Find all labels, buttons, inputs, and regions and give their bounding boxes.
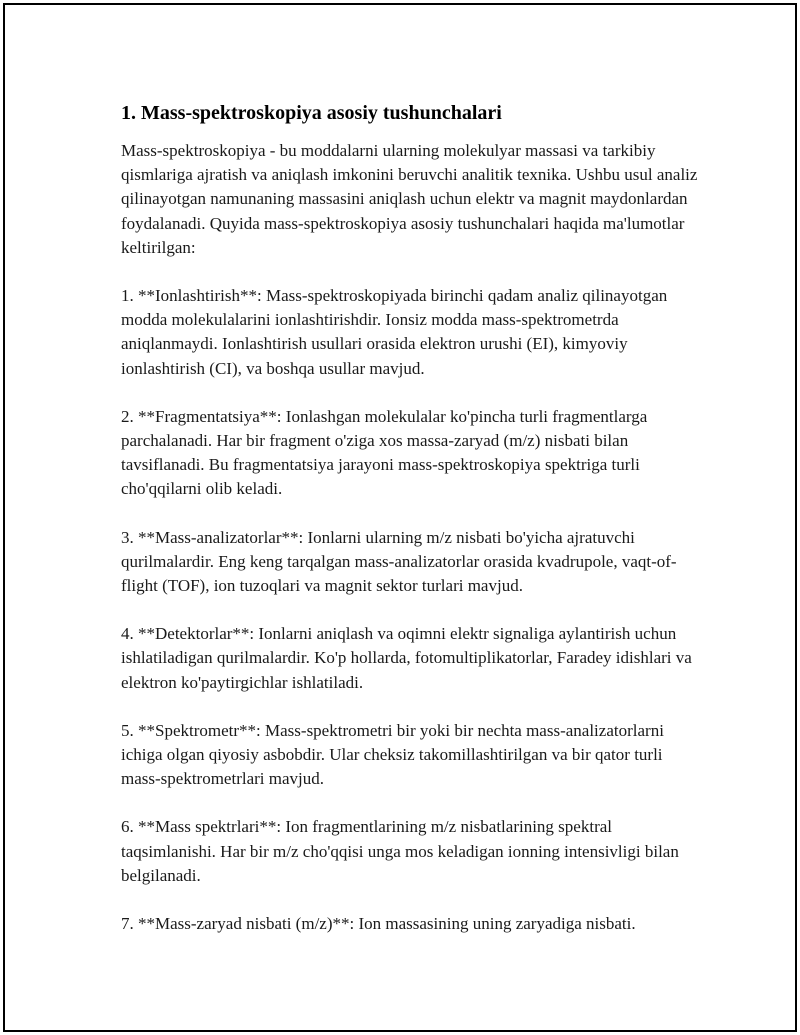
section-heading: 1. Mass-spektroskopiya asosiy tushunchalari [121, 102, 502, 124]
item-detektorlar: 4. **Detektorlar**: Ionlarni aniqlash va oqimni elektr signaliga aylantirish uchun ishlatiladigan qurilmalardir. Ko'p hollarda, fotomultiplikatorlar, Faradey idishlari va elektron ko'paytirgichlar ishlatiladi. [121, 624, 692, 692]
document-page [3, 3, 797, 1032]
item-mass-spektrlari: 6. **Mass spektrlari**: Ion fragmentlarining m/z nisbatlarining spektral taqsimlanishi. Har bir m/z cho'qqisi unga mos keladigan ionning intensivligi bilan belgilanadi. [121, 817, 679, 885]
item-spektrometr: 5. **Spektrometr**: Mass-spektrometri bir yoki bir nechta mass-analizatorlarni ichiga olgan qiyosiy asbobdir. Ular cheksiz takomillashtirilgan va bir qator turli mass-spektrometrlari mavjud. [121, 720, 664, 789]
item-mass-analizatorlar: 3. **Mass-analizatorlar**: Ionlarni ularning m/z nisbati bo'yicha ajratuvchi qurilmalardir. Eng keng tarqalgan mass-analizatorlar orasida kvadrupole, vaqt-of-flight (TOF), ion tuzoqlari va magnit sektor turlari mavjud. [121, 527, 677, 596]
item-fragmentatsiya: 2. **Fragmentatsiya**: Ionlashgan molekulalar ko'pincha turli fragmentlarga parchalanadi. Har bir fragment o'ziga xos massa-zaryad (m/z) nisbati bilan tavsiflanadi. Bu fragmentatsiya jarayoni mass-spektroskopiya spektriga turli cho'qqilarni olib keladi. [121, 406, 648, 499]
item-ionlashtirish: 1. **Ionlashtirish**: Mass-spektroskopiyada birinchi qadam analiz qilinayotgan modda molekulalarini ionlashtirishdir. Ionsiz modda mass-spektrometrda aniqlanmaydi. Ionlashtirish usullari orasida elektron urushi (EI), kimyoviy ionlashtirish (CI), va boshqa usullar mavjud. [121, 286, 668, 378]
item-mass-zaryad-nisbati: 7. **Mass-zaryad nisbati (m/z)**: Ion massasining uning zaryadiga nisbati. [121, 914, 636, 934]
intro-paragraph: Mass-spektroskopiya - bu moddalarni ularning molekulyar massasi va tarkibiy qismlariga ajratish va aniqlash imkonini beruvchi analitik texnika. Ushbu usul analiz qilinayotgan namunaning massasini aniqlash uchun elektr va magnit maydonlardan foydalanadi. Quyida mass-spektroskopiya asosiy tushunchalari haqida ma'lumotlar keltirilgan: [121, 141, 698, 257]
document-content [121, 101, 701, 960]
